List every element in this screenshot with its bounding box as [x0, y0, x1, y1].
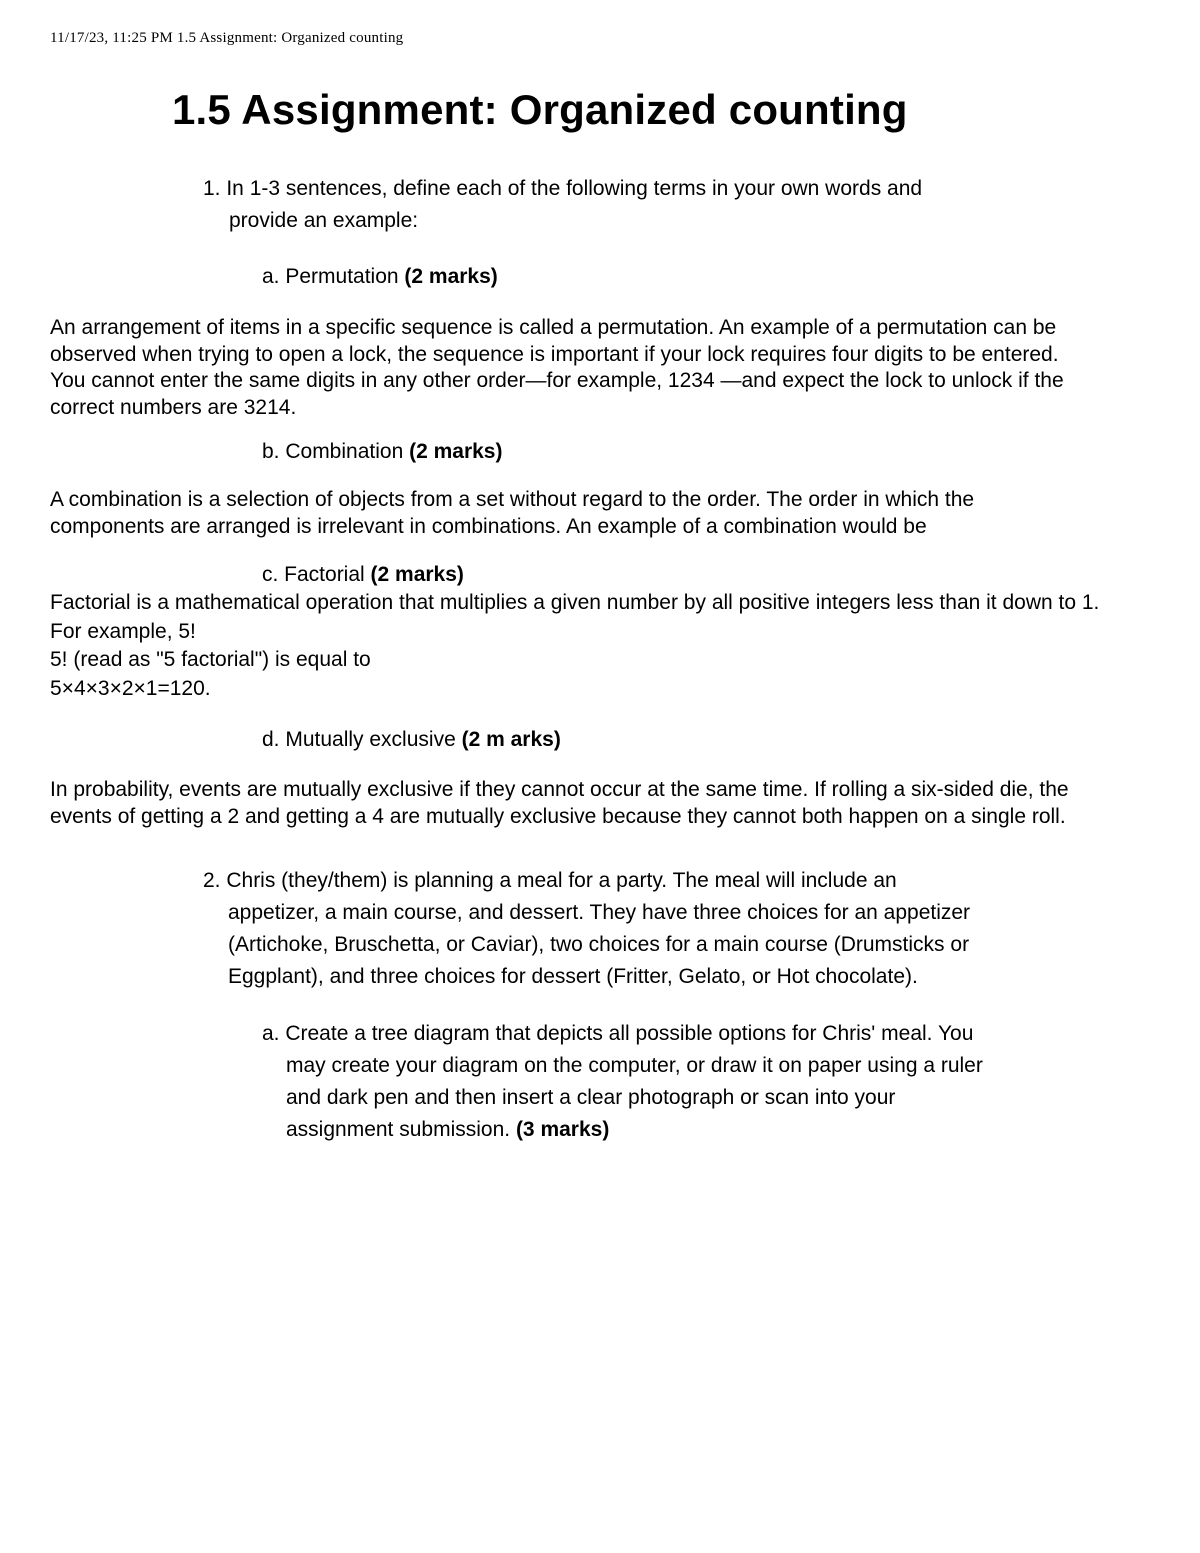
question-1-line: 1. In 1-3 sentences, define each of the following terms in your own words and [203, 177, 923, 200]
page-title: 1.5 Assignment: Organized counting [172, 86, 908, 133]
marks-label: (3 marks) [515, 1118, 610, 1141]
question-2-line: Eggplant), and three choices for dessert (Fritter, Gelato, or Hot chocolate). [228, 965, 918, 988]
subquestion-line: a. Create a tree diagram that depicts all possible options for Chris' meal. You [262, 1022, 974, 1045]
answer-1a [50, 315, 1064, 421]
question-2-line: appetizer, a main course, and dessert. They have three choices for an appetizer [228, 901, 971, 924]
answer-line: You cannot enter the same digits in any other order—for example, 1234 —and expect the lock to unlock if the [50, 369, 1064, 392]
subquestion-line: and dark pen and then insert a clear photograph or scan into your [286, 1086, 896, 1109]
subquestion-1b [262, 436, 502, 468]
subquestion-label: d. Mutually exclusive [262, 728, 462, 751]
answer-line: For example, 5! [50, 619, 196, 643]
answer-1c [50, 589, 1099, 703]
answer-1b [50, 487, 974, 540]
answer-line: 5! (read as "5 factorial") is equal to [50, 648, 371, 671]
answer-line: correct numbers are 3214. [50, 395, 297, 419]
answer-line: Factorial is a mathematical operation that multiplies a given number by all positive integers less than it down to 1. [50, 591, 1100, 614]
subquestion-line [262, 1114, 983, 1146]
subquestion-label: a. Permutation [262, 265, 405, 288]
subquestion-line: may create your diagram on the computer, or draw it on paper using a ruler [286, 1054, 983, 1077]
subquestion-label: b. Combination [262, 440, 410, 463]
answer-line: observed when trying to open a lock, the sequence is important if your lock requires four digits to be entered. [50, 342, 1059, 366]
answer-line: events of getting a 2 and getting a 4 are mutually exclusive because they cannot both happen on a single roll. [50, 804, 1066, 828]
marks-label: (2 marks) [370, 563, 464, 586]
answer-line: 5×4×3×2×1=120. [50, 676, 211, 700]
marks-label: (2 marks) [409, 440, 503, 463]
marks-label: (2 marks) [404, 265, 498, 288]
answer-line: A combination is a selection of objects from a set without regard to the order. The order in which the [50, 488, 975, 511]
subquestion-1a [262, 261, 498, 293]
answer-line: components are arranged is irrelevant in combinations. An example of a combination would be [50, 514, 927, 538]
subquestion-label: c. Factorial [262, 563, 371, 586]
subquestion-1d [262, 724, 561, 756]
question-2-line: 2. Chris (they/them) is planning a meal for a party. The meal will include an [203, 869, 897, 892]
subquestion-text: assignment submission. [286, 1118, 516, 1141]
subquestion-1c [262, 559, 464, 591]
question-2-line: (Artichoke, Bruschetta, or Caviar), two choices for a main course (Drumsticks or [228, 933, 970, 956]
question-1-line: provide an example: [229, 209, 419, 232]
print-header: 11/17/23, 11:25 PM 1.5 Assignment: Organized counting [50, 30, 404, 46]
answer-line: In probability, events are mutually exclusive if they cannot occur at the same time. If rolling a six-sided die, the [50, 778, 1069, 801]
subquestion-2a [262, 1018, 983, 1146]
answer-1d [50, 777, 1069, 830]
answer-line: An arrangement of items in a specific sequence is called a permutation. An example of a permutation can be [50, 316, 1057, 339]
question-2-prompt [203, 865, 970, 993]
question-1-prompt [203, 173, 922, 237]
marks-label: (2 m arks) [461, 728, 561, 751]
